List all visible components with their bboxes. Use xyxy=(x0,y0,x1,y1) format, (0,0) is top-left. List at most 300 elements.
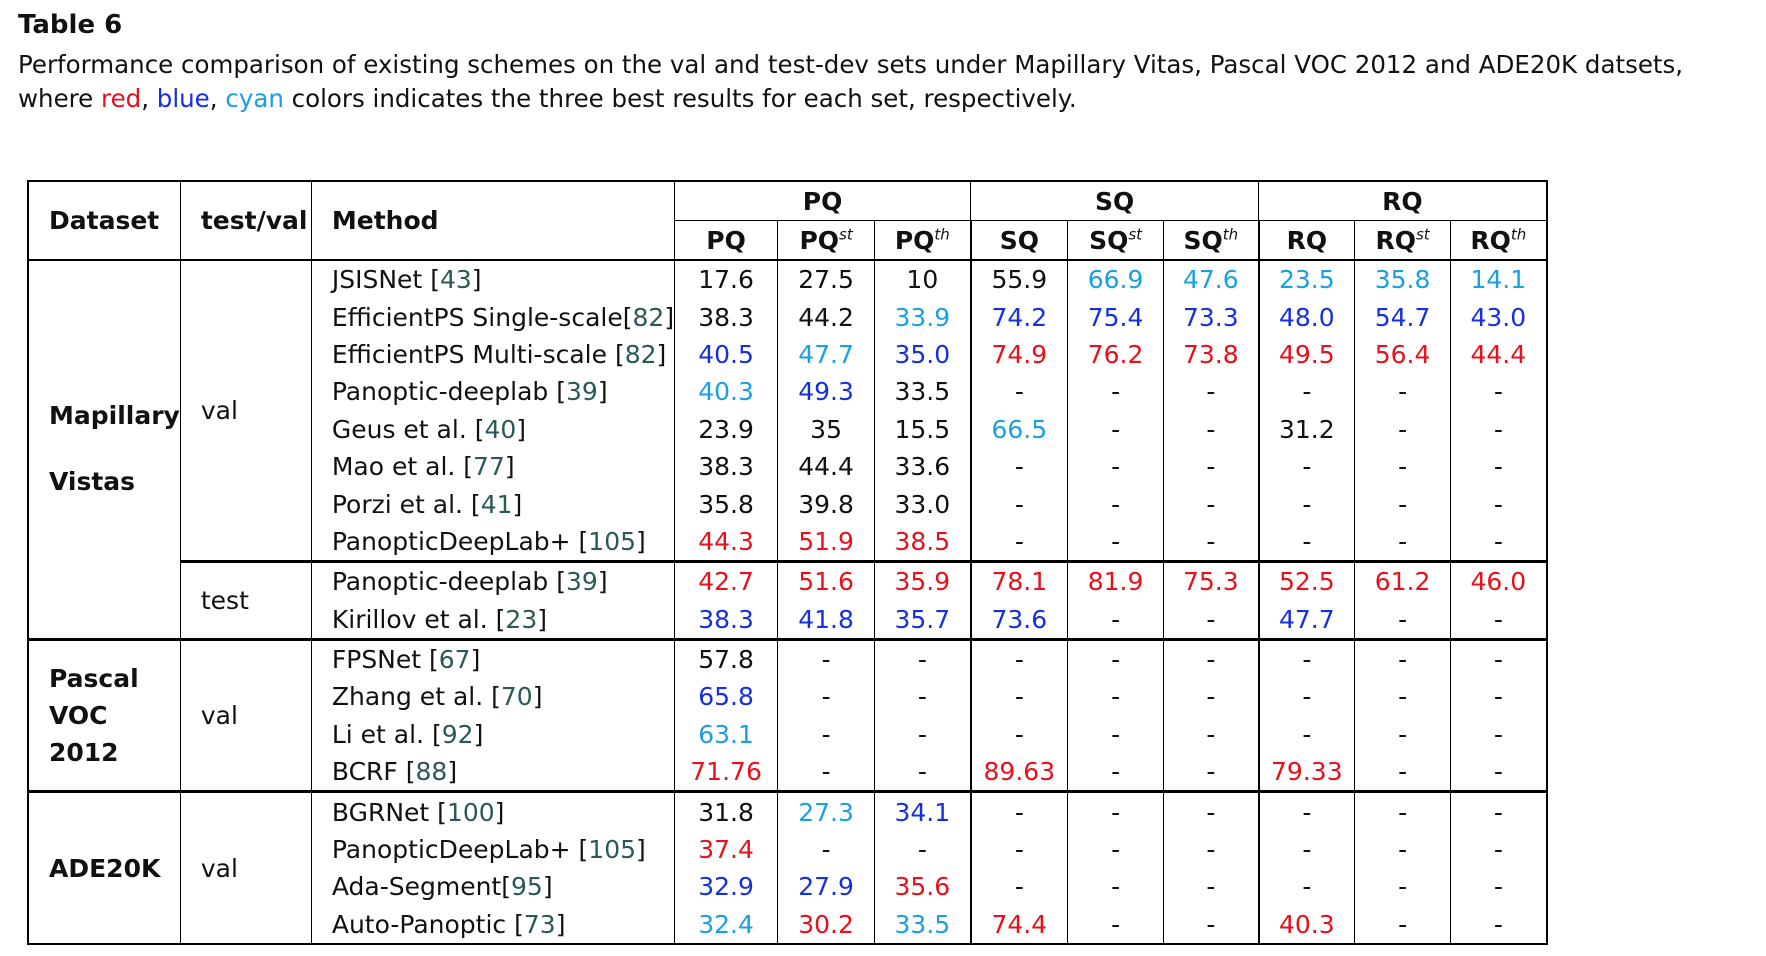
table-cell: - xyxy=(1068,373,1164,410)
caption-blue-word: blue xyxy=(156,84,210,113)
table-cell: 33.0 xyxy=(875,485,971,522)
citation-bracket: ] xyxy=(555,909,566,939)
table-cell: - xyxy=(778,639,875,678)
table-cell: 57.8 xyxy=(675,639,778,678)
table-cell: - xyxy=(1068,753,1164,792)
subheader-sup: st xyxy=(1128,225,1143,244)
table-row xyxy=(28,792,1547,831)
dataset-name-line: 2012 xyxy=(49,738,119,768)
table-cell: - xyxy=(971,485,1068,522)
table-cell: 46.0 xyxy=(1451,562,1547,601)
table-cell: - xyxy=(1355,523,1451,562)
subheader-base: RQ xyxy=(1470,225,1511,255)
table-cell: 63.1 xyxy=(675,716,778,753)
table-cell: 27.5 xyxy=(778,260,875,298)
table-cell: - xyxy=(1164,601,1259,640)
table-cell: - xyxy=(1451,716,1547,753)
results-table xyxy=(27,180,1548,945)
split-name: test xyxy=(180,562,311,640)
table-cell: 32.4 xyxy=(675,906,778,944)
citation-bracket: ] xyxy=(473,719,484,749)
table-cell: 73.3 xyxy=(1164,298,1259,335)
table-cell: 51.6 xyxy=(778,562,875,601)
table-cell: 81.9 xyxy=(1068,562,1164,601)
citation-bracket: [ xyxy=(514,909,524,939)
table-header xyxy=(28,181,1547,260)
citation-bracket: [ xyxy=(556,567,567,597)
table-cell: - xyxy=(1164,753,1259,792)
citation-bracket: [ xyxy=(437,797,447,827)
subheader-base: RQ xyxy=(1286,225,1328,255)
table-cell: - xyxy=(1164,906,1259,944)
citation-link[interactable]: 82 xyxy=(624,339,657,369)
caption-red-word: red xyxy=(101,84,142,113)
method-name xyxy=(311,639,674,678)
citation-link[interactable]: 39 xyxy=(566,567,598,597)
subheader-base: PQ xyxy=(894,225,935,255)
table-cell: - xyxy=(971,831,1068,868)
subheader-base: PQ xyxy=(706,225,746,255)
dataset-name-line: Mapillary xyxy=(49,401,180,431)
table-cell: 38.3 xyxy=(675,448,778,485)
method-label: Li et al. xyxy=(331,719,432,749)
table-cell: 66.5 xyxy=(971,411,1068,448)
table-row xyxy=(28,562,1547,601)
citation-bracket: ] xyxy=(512,489,523,519)
method-label: JSISNet xyxy=(331,265,431,295)
citation-bracket: ] xyxy=(664,302,675,332)
citation-link[interactable]: 43 xyxy=(439,265,472,295)
table-cell: 32.9 xyxy=(675,868,778,905)
table-cell: - xyxy=(778,716,875,753)
table-cell: 40.5 xyxy=(675,336,778,373)
caption-sep-1: , xyxy=(141,84,157,113)
method-name xyxy=(311,336,674,373)
table-cell: 78.1 xyxy=(971,562,1068,601)
table-cell: - xyxy=(1164,716,1259,753)
subheader-sq-st xyxy=(1068,221,1164,261)
table-cell: - xyxy=(875,753,971,792)
method-name xyxy=(311,298,674,335)
table-cell: - xyxy=(1259,716,1355,753)
table-cell: - xyxy=(971,716,1068,753)
table-cell: 56.4 xyxy=(1355,336,1451,373)
table-cell: - xyxy=(1355,411,1451,448)
header-group-sq: SQ xyxy=(971,181,1259,221)
method-name xyxy=(311,716,674,753)
citation-bracket: [ xyxy=(470,489,481,519)
table-cell: - xyxy=(1451,639,1547,678)
citation-link[interactable]: 82 xyxy=(632,302,665,332)
citation-bracket: ] xyxy=(597,567,608,597)
method-label: Ada-Segment xyxy=(331,872,502,902)
table-cell: - xyxy=(1451,868,1547,905)
method-name xyxy=(311,260,674,298)
subheader-base: PQ xyxy=(799,225,840,255)
citation-bracket: [ xyxy=(491,682,501,712)
table-cell: 35 xyxy=(778,411,875,448)
method-name xyxy=(311,523,674,562)
citation-link[interactable]: 39 xyxy=(566,377,598,407)
citation-bracket: [ xyxy=(474,414,485,444)
table-cell: 33.9 xyxy=(875,298,971,335)
citation-bracket: [ xyxy=(622,302,633,332)
header-group-pq: PQ xyxy=(675,181,971,221)
table-cell: - xyxy=(1355,678,1451,715)
table-cell: - xyxy=(1068,411,1164,448)
table-cell: 55.9 xyxy=(971,260,1068,298)
subheader-pq xyxy=(675,221,778,261)
citation-bracket: [ xyxy=(578,526,589,556)
citation-link[interactable]: 23 xyxy=(505,604,538,634)
method-name xyxy=(311,601,674,640)
table-cell: - xyxy=(1164,448,1259,485)
table-cell: 75.3 xyxy=(1164,562,1259,601)
table-cell: - xyxy=(1068,485,1164,522)
table-cell: - xyxy=(1068,639,1164,678)
table-cell: - xyxy=(1164,639,1259,678)
table-cell: - xyxy=(971,448,1068,485)
dataset-name-line: Pascal xyxy=(49,664,139,694)
method-label: Panoptic-deeplab xyxy=(331,567,557,597)
dataset-name-line: Vistas xyxy=(49,467,136,497)
table-cell: - xyxy=(1451,601,1547,640)
table-cell: 49.5 xyxy=(1259,336,1355,373)
table-cell: - xyxy=(1068,716,1164,753)
method-label: BCRF xyxy=(331,757,406,787)
split-name: val xyxy=(180,792,311,944)
table-cell: - xyxy=(1164,678,1259,715)
table-cell: - xyxy=(875,716,971,753)
table-cell: - xyxy=(1164,411,1259,448)
citation-link[interactable]: 92 xyxy=(441,719,474,749)
table-cell: - xyxy=(1451,411,1547,448)
table-cell: - xyxy=(1259,678,1355,715)
table-cell: 35.0 xyxy=(875,336,971,373)
table-cell: - xyxy=(1451,906,1547,944)
table-cell: - xyxy=(1451,792,1547,831)
citation-link[interactable]: 77 xyxy=(473,452,505,482)
citation-link[interactable]: 41 xyxy=(480,489,513,519)
table-cell: 44.2 xyxy=(778,298,875,335)
method-name xyxy=(311,753,674,792)
table-cell: - xyxy=(875,639,971,678)
citation-bracket: [ xyxy=(431,719,442,749)
citation-bracket: ] xyxy=(447,757,458,787)
citation-link[interactable]: 73 xyxy=(523,909,556,939)
table-cell: - xyxy=(1068,448,1164,485)
citation-bracket: ] xyxy=(504,452,515,482)
method-name xyxy=(311,411,674,448)
table-cell: - xyxy=(1451,373,1547,410)
table-cell: - xyxy=(1451,678,1547,715)
table-cell: - xyxy=(1451,753,1547,792)
table-cell: - xyxy=(1355,485,1451,522)
table-cell: 61.2 xyxy=(1355,562,1451,601)
subheader-base: SQ xyxy=(1089,225,1129,255)
method-name xyxy=(311,678,674,715)
subheader-sup: th xyxy=(1510,225,1527,244)
table-cell: - xyxy=(1068,678,1164,715)
citation-bracket: ] xyxy=(494,797,505,827)
table-cell: 35.8 xyxy=(1355,260,1451,298)
table-cell: 43.0 xyxy=(1451,298,1547,335)
table-cell: - xyxy=(1355,639,1451,678)
table-cell: 30.2 xyxy=(778,906,875,944)
method-label: Porzi et al. xyxy=(331,489,471,519)
citation-link[interactable]: 88 xyxy=(415,757,448,787)
table-cell: 75.4 xyxy=(1068,298,1164,335)
table-cell: 51.9 xyxy=(778,523,875,562)
table-cell: 33.6 xyxy=(875,448,971,485)
method-label: Panoptic-deeplab xyxy=(331,377,557,407)
table-cell: 35.7 xyxy=(875,601,971,640)
table-cell: - xyxy=(1164,485,1259,522)
table-cell: 15.5 xyxy=(875,411,971,448)
citation-link[interactable]: 70 xyxy=(500,682,533,712)
subheader-rq xyxy=(1259,221,1355,261)
method-name xyxy=(311,792,674,831)
citation-bracket: [ xyxy=(495,604,506,634)
method-name xyxy=(311,831,674,868)
table-cell: 73.6 xyxy=(971,601,1068,640)
subheader-sup: st xyxy=(1415,225,1430,244)
table-cell: - xyxy=(971,868,1068,905)
table-cell: 89.63 xyxy=(971,753,1068,792)
method-name xyxy=(311,485,674,522)
table-cell: 35.8 xyxy=(675,485,778,522)
caption-sep-2: , xyxy=(209,84,226,113)
table-cell: - xyxy=(1259,868,1355,905)
table-cell: - xyxy=(971,639,1068,678)
split-name: val xyxy=(180,639,311,792)
subheader-base: SQ xyxy=(1183,225,1223,255)
table-cell: 10 xyxy=(875,260,971,298)
table-cell: 38.5 xyxy=(875,523,971,562)
table-cell: - xyxy=(1259,373,1355,410)
table-row xyxy=(28,639,1547,678)
table-cell: - xyxy=(778,753,875,792)
table-cell: 23.9 xyxy=(675,411,778,448)
table-cell: 23.5 xyxy=(1259,260,1355,298)
caption-text-before: Performance comparison of existing schemes on the val and test-dev sets under Mapillary Vitas, Pascal VOC 2012 and ADE20K datsets, where xyxy=(18,50,1684,113)
table-cell: - xyxy=(1355,906,1451,944)
table-cell: - xyxy=(971,678,1068,715)
table-cell: - xyxy=(1451,448,1547,485)
table-cell: 37.4 xyxy=(675,831,778,868)
subheader-base: RQ xyxy=(1375,225,1416,255)
citation-link[interactable]: 100 xyxy=(446,797,495,827)
table-cell: 35.6 xyxy=(875,868,971,905)
citation-bracket: ] xyxy=(656,339,667,369)
citation-bracket: [ xyxy=(501,872,511,902)
table-cell: - xyxy=(1355,831,1451,868)
subheader-sq-th xyxy=(1164,221,1259,261)
table-cell: - xyxy=(1451,523,1547,562)
subheader-sup: th xyxy=(934,225,950,244)
table-cell: 14.1 xyxy=(1451,260,1547,298)
citation-bracket: ] xyxy=(532,682,543,712)
table-cell: 42.7 xyxy=(675,562,778,601)
method-label: EfficientPS Multi-scale xyxy=(331,339,615,369)
subheader-pq-st xyxy=(778,221,875,261)
citation-bracket: ] xyxy=(542,872,553,902)
table-cell: 33.5 xyxy=(875,906,971,944)
table-cell: - xyxy=(1164,373,1259,410)
table-cell: - xyxy=(1355,601,1451,640)
table-cell: 65.8 xyxy=(675,678,778,715)
table-cell: 33.5 xyxy=(875,373,971,410)
citation-bracket: ] xyxy=(636,835,646,865)
table-label: Table 6 xyxy=(18,10,123,40)
method-label: PanopticDeepLab+ xyxy=(331,526,579,556)
table-cell: 44.4 xyxy=(778,448,875,485)
method-label: Mao et al. xyxy=(331,452,464,482)
table-cell: - xyxy=(1355,448,1451,485)
citation-bracket: [ xyxy=(463,452,474,482)
table-cell: - xyxy=(875,831,971,868)
table-cell: 71.76 xyxy=(675,753,778,792)
table-cell: - xyxy=(1355,716,1451,753)
table-cell: 17.6 xyxy=(675,260,778,298)
method-label: PanopticDeepLab+ xyxy=(331,835,579,865)
header-testval: test/val xyxy=(180,181,311,260)
dataset-name xyxy=(28,639,180,792)
citation-bracket: ] xyxy=(636,526,646,556)
method-name xyxy=(311,868,674,905)
table-cell: - xyxy=(778,831,875,868)
method-name xyxy=(311,373,674,410)
citation-bracket: [ xyxy=(578,835,589,865)
table-cell: - xyxy=(1068,868,1164,905)
caption-cyan-word: cyan xyxy=(225,84,284,113)
table-cell: 74.9 xyxy=(971,336,1068,373)
table-cell: - xyxy=(1259,485,1355,522)
table-cell: 79.33 xyxy=(1259,753,1355,792)
table-cell: - xyxy=(1259,792,1355,831)
subheader-sup: th xyxy=(1222,225,1239,244)
split-name: val xyxy=(180,260,311,562)
header-method: Method xyxy=(311,181,674,260)
subheader-pq-th xyxy=(875,221,971,261)
table-cell: - xyxy=(1451,485,1547,522)
table-cell: 41.8 xyxy=(778,601,875,640)
dataset-name-line: ADE20K xyxy=(49,853,161,883)
header-group-rq: RQ xyxy=(1259,181,1547,221)
table-cell: - xyxy=(1355,373,1451,410)
citation-bracket: [ xyxy=(556,377,567,407)
table-cell: - xyxy=(971,373,1068,410)
method-name xyxy=(311,906,674,944)
table-cell: - xyxy=(1259,831,1355,868)
table-cell: - xyxy=(1355,753,1451,792)
table-cell: 47.7 xyxy=(1259,601,1355,640)
table-cell: - xyxy=(1164,868,1259,905)
table-cell: 49.3 xyxy=(778,373,875,410)
citation-bracket: [ xyxy=(614,339,625,369)
citation-link[interactable]: 95 xyxy=(511,872,543,902)
table-cell: - xyxy=(778,678,875,715)
table-cell: 40.3 xyxy=(675,373,778,410)
citation-bracket: ] xyxy=(471,265,482,295)
citation-bracket: [ xyxy=(430,265,440,295)
method-label: BGRNet xyxy=(331,797,438,827)
table-cell: - xyxy=(1451,831,1547,868)
citation-bracket: [ xyxy=(405,757,416,787)
table-cell: - xyxy=(875,678,971,715)
method-label: Kirillov et al. xyxy=(331,604,496,634)
table-cell: 40.3 xyxy=(1259,906,1355,944)
method-label: Geus et al. xyxy=(331,414,475,444)
method-label: EfficientPS Single-scale xyxy=(331,302,623,332)
table-cell: - xyxy=(1068,792,1164,831)
table-body xyxy=(28,260,1547,944)
table-cell: 34.1 xyxy=(875,792,971,831)
table-cell: - xyxy=(1164,523,1259,562)
citation-link[interactable]: 105 xyxy=(588,835,637,865)
table-cell: 44.4 xyxy=(1451,336,1547,373)
table-cell: - xyxy=(1259,448,1355,485)
method-label: Zhang et al. xyxy=(331,682,492,712)
subheader-sup: st xyxy=(839,225,853,244)
method-label: Auto-Panoptic xyxy=(331,909,515,939)
citation-bracket: ] xyxy=(597,377,608,407)
table-cell: - xyxy=(1164,831,1259,868)
table-cell: 47.6 xyxy=(1164,260,1259,298)
method-label: FPSNet xyxy=(331,645,430,675)
table-cell: 44.3 xyxy=(675,523,778,562)
citation-bracket: ] xyxy=(470,645,481,675)
subheader-rq-st xyxy=(1355,221,1451,261)
table-cell: 48.0 xyxy=(1259,298,1355,335)
subheader-rq-th xyxy=(1451,221,1547,261)
header-dataset: Dataset xyxy=(28,181,180,260)
table-cell: 74.4 xyxy=(971,906,1068,944)
table-cell: 31.8 xyxy=(675,792,778,831)
table-cell: - xyxy=(1068,523,1164,562)
method-name xyxy=(311,562,674,601)
subheader-sq xyxy=(971,221,1068,261)
table-cell: 39.8 xyxy=(778,485,875,522)
table-row xyxy=(28,260,1547,298)
citation-link[interactable]: 40 xyxy=(484,414,517,444)
citation-bracket: [ xyxy=(429,645,439,675)
table-cell: 38.3 xyxy=(675,601,778,640)
table-cell: - xyxy=(1164,792,1259,831)
table-cell: 27.3 xyxy=(778,792,875,831)
table-cell: - xyxy=(1259,523,1355,562)
table-cell: 73.8 xyxy=(1164,336,1259,373)
table-cell: - xyxy=(1355,868,1451,905)
table-cell: 27.9 xyxy=(778,868,875,905)
table-cell: 47.7 xyxy=(778,336,875,373)
dataset-name xyxy=(28,260,180,639)
table-cell: - xyxy=(1259,639,1355,678)
table-cell: 35.9 xyxy=(875,562,971,601)
citation-link[interactable]: 105 xyxy=(588,526,637,556)
table-cell: - xyxy=(971,792,1068,831)
table-cell: 38.3 xyxy=(675,298,778,335)
citation-link[interactable]: 67 xyxy=(438,645,471,675)
table-cell: - xyxy=(1068,906,1164,944)
dataset-name-line: VOC xyxy=(49,701,108,731)
table-cell: 31.2 xyxy=(1259,411,1355,448)
subheader-base: SQ xyxy=(999,225,1039,255)
table-cell: 74.2 xyxy=(971,298,1068,335)
table-cell: 54.7 xyxy=(1355,298,1451,335)
table-cell: - xyxy=(971,523,1068,562)
dataset-name xyxy=(28,792,180,944)
